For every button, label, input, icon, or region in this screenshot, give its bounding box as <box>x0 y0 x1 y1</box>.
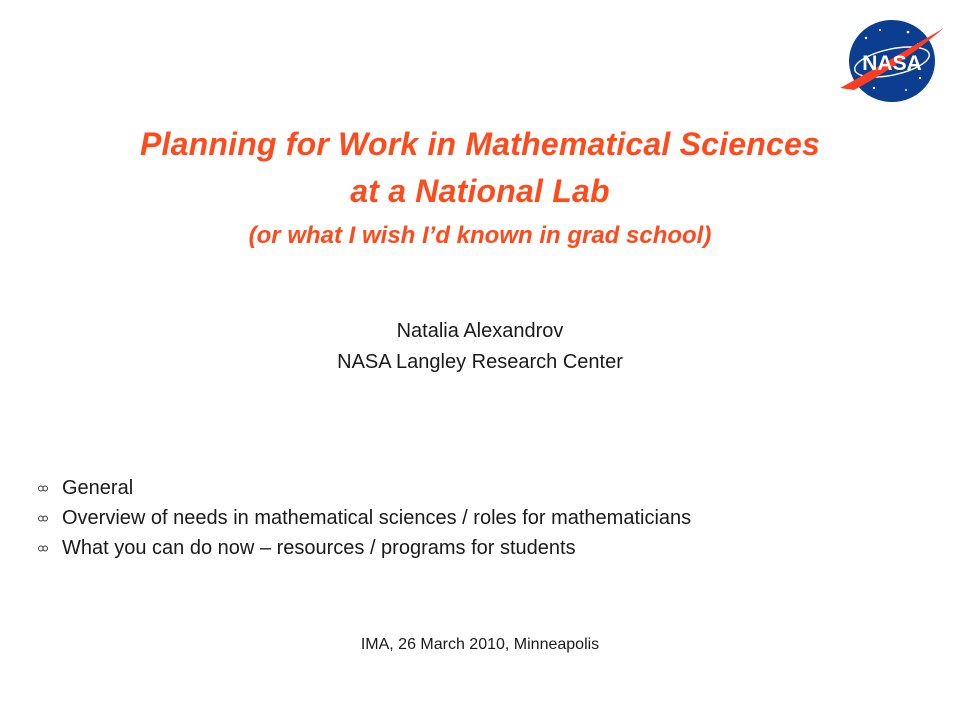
nasa-logo <box>836 14 948 108</box>
agenda-item-text: What you can do now – resources / programs for students <box>62 536 576 559</box>
agenda-item-text: General <box>62 476 134 499</box>
infinity-bullet-icon <box>38 545 48 552</box>
infinity-bullet-icon <box>38 515 48 522</box>
agenda-item-text: Overview of needs in mathematical sciences / roles for mathematicians <box>62 506 692 529</box>
agenda-item <box>38 473 918 503</box>
agenda-list <box>38 473 918 563</box>
author-organization: NASA Langley Research Center <box>337 351 623 373</box>
title-line-2: at a National Lab <box>350 173 610 209</box>
agenda-item <box>38 503 918 533</box>
agenda-item <box>38 533 918 563</box>
title-line-1: Planning for Work in Mathematical Sciences <box>140 126 820 162</box>
footer-event-info: IMA, 26 March 2010, Minneapolis <box>360 636 600 653</box>
author-name: Natalia Alexandrov <box>396 320 564 342</box>
nasa-logo-text: NASA <box>862 52 922 75</box>
title-subtitle: (or what I wish I’d known in grad school) <box>248 222 712 249</box>
infinity-bullet-icon <box>38 485 48 492</box>
